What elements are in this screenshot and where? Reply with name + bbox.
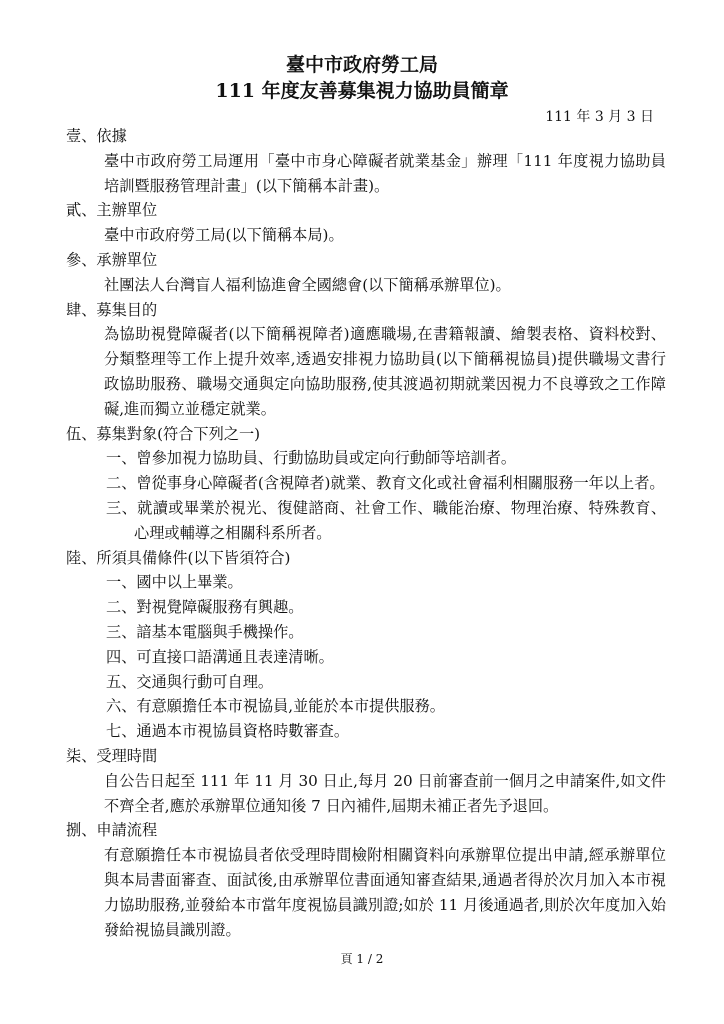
- section-heading: 陸、所須具備條件(以下皆須符合): [66, 548, 291, 567]
- section-paragraph: 臺中市政府勞工局(以下簡稱本局)。: [104, 226, 344, 245]
- section-heading: 參、承辦單位: [66, 250, 158, 269]
- section-heading: 肆、募集目的: [66, 300, 158, 319]
- list-item: 七、通過本市視協員資格時數審查。: [106, 722, 349, 741]
- list-item: 二、曾從事身心障礙者(含視障者)就業、教育文化或社會福利相關服務一年以上者。: [106, 474, 665, 493]
- section-paragraph: 為協助視覺障礙者(以下簡稱視障者)適應職場,在書籍報讀、繪製表格、資料校對、分類整理等工作上提升效率,透過安排視力協助員(以下簡稱視協員)提供職場文書行政協助服務、職場交通與定向協助服務,使其渡過初期就業因視力不良導致之工作障礙,進而獨立並穩定就業。: [104, 325, 666, 418]
- section-heading: 柒、受理時間: [66, 746, 158, 765]
- section-heading: 貳、主辦單位: [66, 201, 158, 220]
- document-title-agency: 臺中市政府勞工局: [285, 54, 438, 76]
- section-heading: 伍、募集對象(符合下列之一): [66, 424, 261, 443]
- list-item: 六、有意願擔任本市視協員,並能於本市提供服務。: [106, 697, 445, 716]
- list-item: 二、對視覺障礙服務有興趣。: [106, 598, 304, 617]
- section-paragraph: 社團法人台灣盲人福利協進會全國總會(以下簡稱承辦單位)。: [104, 275, 511, 294]
- list-item: 三、就讀或畢業於視光、復健諮商、社會工作、職能治療、物理治療、特殊教育、心理或輔導之相關科系所者。: [106, 498, 666, 542]
- section-heading: 捌、申請流程: [66, 821, 158, 840]
- section-paragraph: 臺中市政府勞工局運用「臺中市身心障礙者就業基金」辦理「111 年度視力協助員培訓暨服務管理計畫」(以下簡稱本計畫)。: [104, 151, 666, 195]
- section-heading: 壹、依據: [66, 127, 127, 145]
- section-paragraph: 自公告日起至 111 年 11 月 30 日止,每月 20 日前審查前一個月之申請案件,如文件不齊全者,應於承辦單位通知後 7 日內補件,屆期未補正者先予退回。: [104, 771, 666, 815]
- list-item: 五、交通與行動可自理。: [106, 672, 274, 691]
- section-paragraph: 有意願擔任本市視協員者依受理時間檢附相關資料向承辦單位提出申請,經承辦單位與本局書面審查、面試後,由承辦單位書面通知審查結果,通過者得於次月加入本市視力協助服務,並發給本市當年度視協員識別證;如於 11 月後通過者,則於次年度加入始發給視協員識別證。: [104, 846, 666, 939]
- page-footer: 頁 1 / 2: [340, 952, 384, 966]
- list-item: 一、國中以上畢業。: [106, 573, 243, 592]
- document-body: [66, 124, 666, 942]
- document-title: 111 年度友善募集視力協助員簡章: [215, 80, 509, 102]
- list-item: 三、諳基本電腦與手機操作。: [106, 622, 304, 641]
- list-item: 一、曾參加視力協助員、行動協助員或定向行動師等培訓者。: [106, 449, 517, 468]
- document-date: 111 年 3 月 3 日: [545, 109, 654, 125]
- list-item: 四、可直接口語溝通且表達清晰。: [106, 647, 334, 666]
